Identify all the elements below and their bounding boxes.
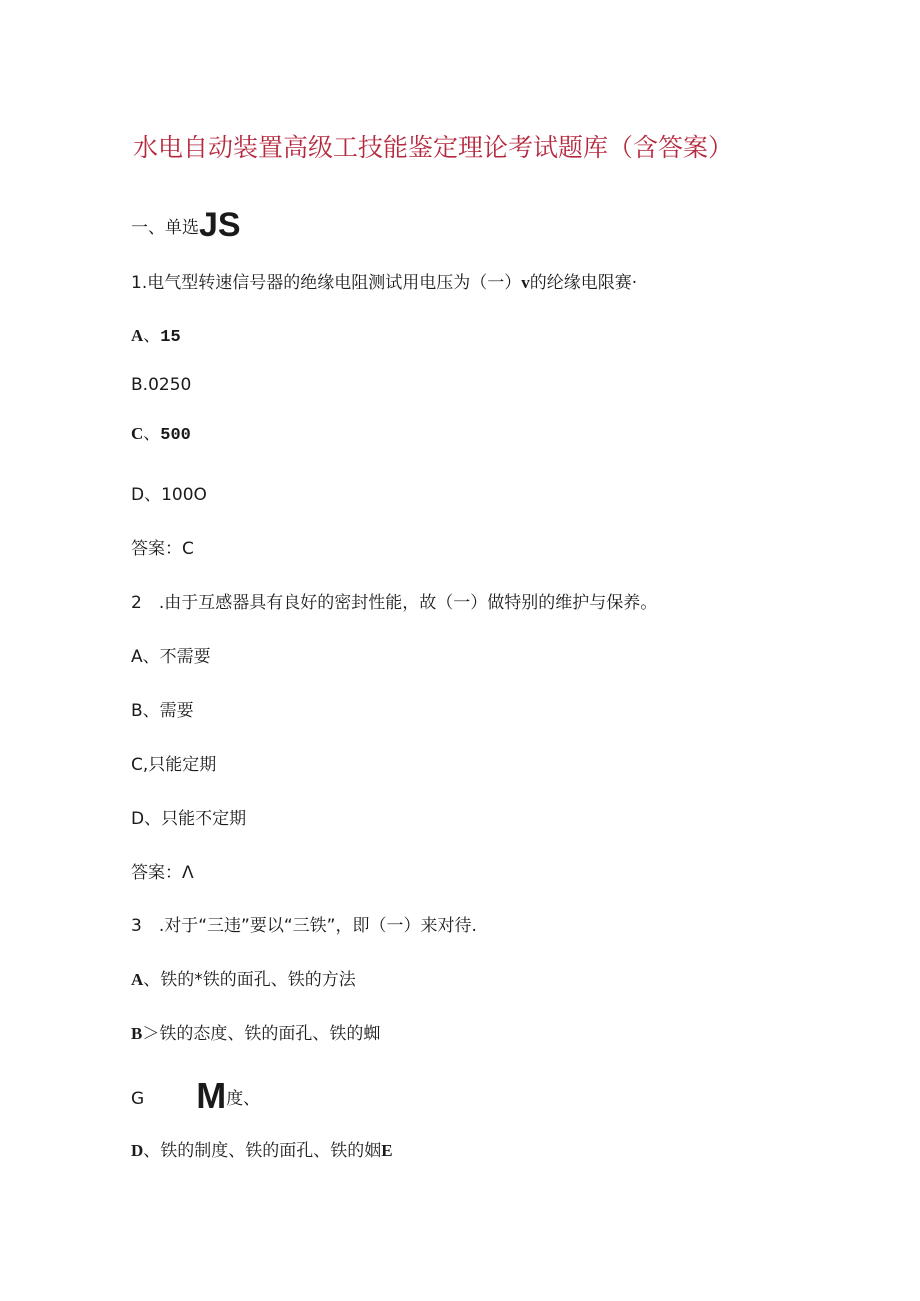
question-2-option-a: A、不需要 bbox=[131, 647, 211, 667]
option-b-letter: B bbox=[131, 1024, 143, 1043]
question-1-option-a bbox=[131, 325, 181, 349]
option-c-text: 500 bbox=[160, 426, 191, 445]
question-2-answer: 答案：Λ bbox=[131, 863, 194, 883]
question-3-option-c bbox=[131, 1075, 261, 1116]
option-a-letter: A bbox=[131, 970, 144, 989]
option-d-letter: D bbox=[131, 1141, 144, 1160]
option-b-text: ＞铁的态度、铁的面孔、铁的蜘 bbox=[142, 1024, 381, 1044]
option-a-letter: A bbox=[131, 326, 144, 345]
question-3-option-a bbox=[131, 969, 356, 991]
question-1-answer: 答案：C bbox=[131, 539, 194, 559]
option-c-big-glyph: M bbox=[196, 1075, 227, 1116]
question-1-stem bbox=[131, 272, 637, 294]
option-c-sep: 、 bbox=[143, 424, 161, 444]
option-c-text: 度、 bbox=[226, 1089, 261, 1109]
question-2-option-b: B、需要 bbox=[131, 701, 194, 721]
option-a-text: 15 bbox=[160, 328, 181, 347]
question-3-option-b bbox=[131, 1023, 380, 1045]
option-d-text: 、铁的制度、铁的面孔、铁的姻 bbox=[143, 1141, 382, 1161]
question-1-option-c bbox=[131, 423, 191, 447]
question-3-option-d bbox=[131, 1140, 393, 1162]
question-2-option-d: D、只能不定期 bbox=[131, 809, 247, 829]
option-d-tail: E bbox=[381, 1141, 393, 1160]
section-suffix: JS bbox=[199, 206, 241, 244]
option-c-letter: G bbox=[131, 1089, 145, 1109]
section-heading bbox=[131, 206, 241, 244]
option-a-sep: 、 bbox=[143, 326, 161, 346]
question-3-stem: 3 .对于“三违”要以“三铁”，即（一）来对待. bbox=[131, 916, 477, 936]
question-2-option-c: C,只能定期 bbox=[131, 755, 217, 775]
question-1-stem-unit: v bbox=[521, 273, 530, 292]
question-2-stem: 2 .由于互感器具有良好的密封性能，故（一）做特别的维护与保养。 bbox=[131, 593, 658, 613]
option-a-text: 、铁的*铁的面孔、铁的方法 bbox=[143, 970, 356, 990]
question-1-stem-part-b: 的纶缘电限赛· bbox=[529, 273, 638, 293]
question-1-option-b: B.0250 bbox=[131, 375, 192, 395]
section-prefix: 一、单选 bbox=[131, 218, 199, 238]
document-title: 水电自动装置高级工技能鉴定理论考试题库（含答案） bbox=[132, 133, 733, 162]
option-c-letter: C bbox=[131, 424, 144, 443]
question-1-stem-part-a: 1.电气型转速信号器的绝缘电阻测试用电压为（一） bbox=[131, 273, 522, 293]
question-1-option-d: D、100O bbox=[131, 485, 207, 505]
